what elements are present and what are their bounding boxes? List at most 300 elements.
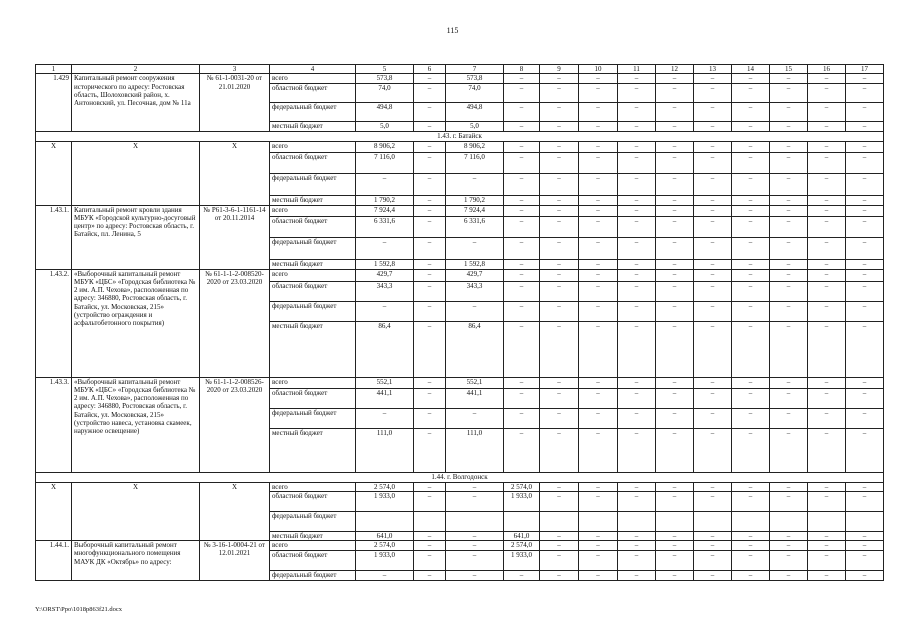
- amount-cell: –: [694, 173, 732, 195]
- amount-cell: 2 574,0: [356, 482, 414, 491]
- amount-cell: 552,1: [356, 377, 414, 388]
- amount-cell: –: [618, 205, 656, 216]
- amount-cell: –: [356, 237, 414, 259]
- amount-cell: –: [694, 388, 732, 408]
- amount-cell: –: [414, 269, 446, 281]
- amount-cell: –: [540, 84, 579, 103]
- amount-cell: –: [808, 195, 846, 205]
- amount-cell: –: [732, 237, 770, 259]
- amount-cell: –: [579, 301, 618, 321]
- amount-cell: –: [846, 269, 884, 281]
- funding-type: местный бюджет: [270, 321, 356, 377]
- amount-cell: –: [732, 74, 770, 84]
- amount-cell: –: [540, 205, 579, 216]
- amount-cell: –: [540, 377, 579, 388]
- amount-cell: –: [540, 216, 579, 237]
- funding-type: местный бюджет: [270, 122, 356, 131]
- amount-cell: –: [504, 103, 540, 122]
- amount-cell: –: [579, 388, 618, 408]
- amount-cell: –: [808, 74, 846, 84]
- amount-cell: 7 116,0: [356, 152, 414, 173]
- amount-cell: –: [808, 152, 846, 173]
- amount-cell: –: [504, 571, 540, 581]
- amount-cell: –: [446, 482, 504, 491]
- amount-cell: –: [846, 122, 884, 131]
- funding-type: областной бюджет: [270, 152, 356, 173]
- amount-cell: –: [656, 237, 694, 259]
- column-number: 9: [540, 65, 579, 74]
- amount-cell: –: [808, 531, 846, 540]
- amount-cell: 1 933,0: [504, 491, 540, 511]
- amount-cell: –: [446, 237, 504, 259]
- funding-type: местный бюджет: [270, 428, 356, 472]
- amount-cell: –: [770, 388, 808, 408]
- amount-cell: –: [694, 281, 732, 301]
- funding-type: федеральный бюджет: [270, 511, 356, 531]
- funding-type: всего: [270, 205, 356, 216]
- amount-cell: –: [504, 388, 540, 408]
- funding-type: федеральный бюджет: [270, 408, 356, 428]
- amount-cell: –: [656, 173, 694, 195]
- amount-cell: –: [540, 74, 579, 84]
- amount-cell: –: [540, 321, 579, 377]
- amount-cell: 441,1: [356, 388, 414, 408]
- amount-cell: –: [579, 122, 618, 131]
- amount-cell: –: [414, 428, 446, 472]
- amount-cell: –: [540, 551, 579, 571]
- amount-cell: –: [808, 408, 846, 428]
- amount-cell: –: [770, 237, 808, 259]
- table-row: [36, 377, 884, 388]
- amount-cell: –: [846, 531, 884, 540]
- amount-cell: –: [618, 152, 656, 173]
- amount-cell: –: [846, 74, 884, 84]
- amount-cell: –: [618, 428, 656, 472]
- amount-cell: 1 933,0: [356, 491, 414, 511]
- amount-cell: –: [770, 173, 808, 195]
- amount-cell: –: [579, 216, 618, 237]
- amount-cell: 441,1: [446, 388, 504, 408]
- amount-cell: –: [540, 531, 579, 540]
- footer-file-path: Y:\ORST\Ppo\1018p863f21.docx: [35, 606, 122, 613]
- funding-type: всего: [270, 377, 356, 388]
- amount-cell: –: [618, 259, 656, 269]
- amount-cell: 2 574,0: [356, 541, 414, 551]
- amount-cell: [694, 511, 732, 531]
- amount-cell: 86,4: [356, 321, 414, 377]
- amount-cell: –: [694, 377, 732, 388]
- funding-type: местный бюджет: [270, 195, 356, 205]
- row-number: 1.43.2.: [36, 269, 72, 377]
- amount-cell: –: [504, 377, 540, 388]
- row-number: 1.43.3.: [36, 377, 72, 472]
- funding-type: федеральный бюджет: [270, 571, 356, 581]
- amount-cell: –: [846, 281, 884, 301]
- amount-cell: –: [540, 491, 579, 511]
- amount-cell: [414, 511, 446, 531]
- amount-cell: –: [770, 74, 808, 84]
- column-number: 3: [200, 65, 270, 74]
- amount-cell: –: [694, 482, 732, 491]
- amount-cell: –: [846, 103, 884, 122]
- amount-cell: –: [846, 321, 884, 377]
- table-row: [36, 269, 884, 281]
- amount-cell: 1 790,2: [356, 195, 414, 205]
- column-number: 5: [356, 65, 414, 74]
- amount-cell: 641,0: [504, 531, 540, 540]
- row-number: 1.44.1.: [36, 541, 72, 581]
- funding-type: местный бюджет: [270, 531, 356, 540]
- amount-cell: –: [618, 377, 656, 388]
- amount-cell: –: [414, 301, 446, 321]
- amount-cell: –: [694, 74, 732, 84]
- funding-type: федеральный бюджет: [270, 301, 356, 321]
- amount-cell: –: [579, 531, 618, 540]
- section-title: 1.44. г. Волгодонск: [36, 472, 884, 482]
- amount-cell: 111,0: [446, 428, 504, 472]
- amount-cell: –: [446, 301, 504, 321]
- amount-cell: [446, 511, 504, 531]
- amount-cell: –: [504, 321, 540, 377]
- amount-cell: –: [732, 205, 770, 216]
- amount-cell: –: [579, 152, 618, 173]
- amount-cell: –: [694, 205, 732, 216]
- amount-cell: –: [732, 571, 770, 581]
- column-number: 13: [694, 65, 732, 74]
- column-number: 14: [732, 65, 770, 74]
- amount-cell: –: [808, 269, 846, 281]
- amount-cell: –: [540, 301, 579, 321]
- amount-cell: –: [414, 281, 446, 301]
- amount-cell: –: [656, 269, 694, 281]
- amount-cell: –: [808, 84, 846, 103]
- amount-cell: –: [770, 408, 808, 428]
- amount-cell: –: [579, 541, 618, 551]
- amount-cell: –: [579, 281, 618, 301]
- amount-cell: –: [540, 122, 579, 131]
- amount-cell: –: [579, 141, 618, 152]
- amount-cell: –: [846, 205, 884, 216]
- permit-document: Х: [200, 141, 270, 205]
- section-row: [36, 472, 884, 482]
- amount-cell: –: [414, 84, 446, 103]
- amount-cell: –: [618, 237, 656, 259]
- amount-cell: –: [414, 103, 446, 122]
- amount-cell: [356, 511, 414, 531]
- amount-cell: –: [808, 482, 846, 491]
- amount-cell: 74,0: [446, 84, 504, 103]
- amount-cell: –: [618, 551, 656, 571]
- amount-cell: [808, 511, 846, 531]
- amount-cell: –: [808, 571, 846, 581]
- amount-cell: 494,8: [356, 103, 414, 122]
- amount-cell: –: [504, 237, 540, 259]
- amount-cell: –: [656, 377, 694, 388]
- amount-cell: –: [656, 84, 694, 103]
- amount-cell: –: [846, 571, 884, 581]
- amount-cell: 2 574,0: [504, 541, 540, 551]
- amount-cell: –: [540, 269, 579, 281]
- amount-cell: –: [694, 259, 732, 269]
- amount-cell: –: [414, 173, 446, 195]
- column-number: 1: [36, 65, 72, 74]
- amount-cell: –: [618, 482, 656, 491]
- amount-cell: –: [579, 321, 618, 377]
- amount-cell: –: [732, 173, 770, 195]
- amount-cell: –: [656, 301, 694, 321]
- amount-cell: –: [656, 152, 694, 173]
- amount-cell: –: [694, 84, 732, 103]
- amount-cell: –: [846, 152, 884, 173]
- amount-cell: –: [618, 141, 656, 152]
- amount-cell: –: [540, 141, 579, 152]
- object-name: Капитальный ремонт кровли здания МБУК «Городской культурно-досуговый центр» по адресу: Ростовская область, г. Батайск, пл. Ленина, 5: [72, 205, 200, 269]
- amount-cell: –: [808, 551, 846, 571]
- funding-type: областной бюджет: [270, 281, 356, 301]
- amount-cell: –: [656, 541, 694, 551]
- amount-cell: –: [846, 428, 884, 472]
- amount-cell: –: [770, 269, 808, 281]
- amount-cell: 641,0: [356, 531, 414, 540]
- amount-cell: –: [808, 281, 846, 301]
- amount-cell: –: [732, 269, 770, 281]
- amount-cell: –: [694, 541, 732, 551]
- amount-cell: –: [618, 173, 656, 195]
- amount-cell: –: [579, 205, 618, 216]
- amount-cell: –: [656, 531, 694, 540]
- amount-cell: –: [808, 237, 846, 259]
- amount-cell: –: [579, 74, 618, 84]
- amount-cell: 6 331,6: [446, 216, 504, 237]
- funding-type: всего: [270, 74, 356, 84]
- amount-cell: 343,3: [356, 281, 414, 301]
- amount-cell: –: [414, 152, 446, 173]
- amount-cell: –: [732, 301, 770, 321]
- amount-cell: –: [446, 551, 504, 571]
- amount-cell: –: [618, 571, 656, 581]
- amount-cell: –: [414, 195, 446, 205]
- amount-cell: –: [846, 259, 884, 269]
- amount-cell: [732, 511, 770, 531]
- amount-cell: –: [808, 541, 846, 551]
- amount-cell: –: [504, 74, 540, 84]
- amount-cell: [579, 511, 618, 531]
- amount-cell: 573,8: [446, 74, 504, 84]
- amount-cell: –: [540, 195, 579, 205]
- amount-cell: –: [579, 173, 618, 195]
- amount-cell: –: [770, 321, 808, 377]
- amount-cell: –: [846, 195, 884, 205]
- funding-type: всего: [270, 269, 356, 281]
- amount-cell: 1 790,2: [446, 195, 504, 205]
- amount-cell: –: [414, 388, 446, 408]
- amount-cell: [846, 511, 884, 531]
- amount-cell: –: [770, 551, 808, 571]
- amount-cell: –: [540, 388, 579, 408]
- amount-cell: –: [694, 408, 732, 428]
- amount-cell: –: [770, 281, 808, 301]
- amount-cell: –: [446, 571, 504, 581]
- permit-document: № 61-1-1-2-008526-2020 от 23.03.2020: [200, 377, 270, 472]
- page-number: 115: [446, 26, 459, 35]
- funding-type: федеральный бюджет: [270, 103, 356, 122]
- amount-cell: –: [446, 491, 504, 511]
- object-name: Выборочный капитальный ремонт многофункционального помещения МАУК ДК «Октябрь» по адресу:: [72, 541, 200, 581]
- amount-cell: –: [414, 259, 446, 269]
- amount-cell: –: [540, 571, 579, 581]
- amount-cell: –: [579, 377, 618, 388]
- amount-cell: –: [618, 531, 656, 540]
- amount-cell: –: [732, 408, 770, 428]
- column-number: 17: [846, 65, 884, 74]
- funding-type: местный бюджет: [270, 259, 356, 269]
- amount-cell: –: [618, 74, 656, 84]
- amount-cell: –: [618, 281, 656, 301]
- amount-cell: –: [732, 216, 770, 237]
- amount-cell: –: [732, 84, 770, 103]
- amount-cell: –: [656, 216, 694, 237]
- amount-cell: –: [770, 152, 808, 173]
- table-row: [36, 205, 884, 216]
- column-number-row: [36, 65, 884, 74]
- amount-cell: –: [846, 237, 884, 259]
- table-row: [36, 541, 884, 551]
- amount-cell: –: [656, 259, 694, 269]
- amount-cell: –: [808, 428, 846, 472]
- amount-cell: –: [694, 122, 732, 131]
- amount-cell: –: [770, 205, 808, 216]
- amount-cell: –: [356, 408, 414, 428]
- amount-cell: –: [808, 301, 846, 321]
- amount-cell: –: [504, 269, 540, 281]
- amount-cell: –: [808, 205, 846, 216]
- amount-cell: –: [694, 141, 732, 152]
- row-number: Х: [36, 141, 72, 205]
- amount-cell: –: [414, 541, 446, 551]
- amount-cell: –: [732, 541, 770, 551]
- amount-cell: 8 906,2: [446, 141, 504, 152]
- amount-cell: –: [732, 195, 770, 205]
- amount-cell: –: [846, 84, 884, 103]
- amount-cell: –: [808, 377, 846, 388]
- amount-cell: –: [504, 84, 540, 103]
- amount-cell: –: [770, 531, 808, 540]
- amount-cell: 74,0: [356, 84, 414, 103]
- funding-type: областной бюджет: [270, 84, 356, 103]
- amount-cell: –: [846, 301, 884, 321]
- amount-cell: –: [770, 103, 808, 122]
- amount-cell: –: [414, 531, 446, 540]
- amount-cell: –: [732, 321, 770, 377]
- amount-cell: –: [618, 195, 656, 205]
- amount-cell: –: [808, 491, 846, 511]
- amount-cell: –: [504, 173, 540, 195]
- row-number: 1.43.1.: [36, 205, 72, 269]
- amount-cell: –: [414, 482, 446, 491]
- amount-cell: –: [618, 216, 656, 237]
- amount-cell: –: [694, 216, 732, 237]
- amount-cell: –: [770, 491, 808, 511]
- table-row: [36, 74, 884, 84]
- amount-cell: –: [579, 237, 618, 259]
- amount-cell: –: [770, 571, 808, 581]
- budget-table: [35, 64, 884, 581]
- amount-cell: [540, 511, 579, 531]
- amount-cell: –: [540, 259, 579, 269]
- amount-cell: –: [694, 237, 732, 259]
- amount-cell: –: [504, 408, 540, 428]
- amount-cell: –: [732, 428, 770, 472]
- amount-cell: –: [808, 173, 846, 195]
- object-name: Капитальный ремонт сооружения исторического по адресу: Ростовская область, Шолоховский район, х. Антоновский, ул. Песочная, дом № 11а: [72, 74, 200, 131]
- object-name: «Выборочный капитальный ремонт МБУК «ЦБС» «Городская библиотека № 2 им. А.П. Чехова», расположенная по адресу: 346880, Ростовская область, г. Батайск, ул. Московская, 215» (устройство ограждения и асфальтобетонного покрытия): [72, 269, 200, 377]
- amount-cell: –: [694, 301, 732, 321]
- amount-cell: 6 331,6: [356, 216, 414, 237]
- amount-cell: –: [618, 103, 656, 122]
- amount-cell: [770, 511, 808, 531]
- amount-cell: –: [579, 408, 618, 428]
- amount-cell: –: [504, 152, 540, 173]
- amount-cell: –: [694, 551, 732, 571]
- amount-cell: –: [732, 122, 770, 131]
- amount-cell: –: [770, 195, 808, 205]
- amount-cell: –: [414, 205, 446, 216]
- funding-type: областной бюджет: [270, 388, 356, 408]
- amount-cell: –: [618, 269, 656, 281]
- amount-cell: –: [414, 141, 446, 152]
- amount-cell: –: [846, 216, 884, 237]
- amount-cell: 86,4: [446, 321, 504, 377]
- amount-cell: –: [540, 541, 579, 551]
- amount-cell: 343,3: [446, 281, 504, 301]
- amount-cell: 552,1: [446, 377, 504, 388]
- table-row: [36, 141, 884, 152]
- amount-cell: –: [808, 259, 846, 269]
- amount-cell: 7 924,4: [356, 205, 414, 216]
- amount-cell: –: [446, 541, 504, 551]
- amount-cell: –: [579, 491, 618, 511]
- amount-cell: –: [414, 491, 446, 511]
- amount-cell: –: [694, 531, 732, 540]
- permit-document: № 3-16-1-0004-21 от 12.01.2021: [200, 541, 270, 581]
- amount-cell: –: [808, 141, 846, 152]
- amount-cell: –: [618, 388, 656, 408]
- permit-document: № 61-1-0031-20 от 21.01.2020: [200, 74, 270, 131]
- amount-cell: –: [618, 408, 656, 428]
- amount-cell: 7 924,4: [446, 205, 504, 216]
- amount-cell: 429,7: [356, 269, 414, 281]
- amount-cell: –: [504, 281, 540, 301]
- amount-cell: –: [446, 173, 504, 195]
- amount-cell: –: [356, 173, 414, 195]
- amount-cell: –: [540, 152, 579, 173]
- amount-cell: –: [694, 321, 732, 377]
- amount-cell: –: [656, 195, 694, 205]
- amount-cell: –: [808, 388, 846, 408]
- amount-cell: 2 574,0: [504, 482, 540, 491]
- amount-cell: –: [504, 428, 540, 472]
- funding-type: всего: [270, 141, 356, 152]
- amount-cell: –: [579, 195, 618, 205]
- amount-cell: –: [770, 216, 808, 237]
- amount-cell: –: [808, 216, 846, 237]
- amount-cell: –: [732, 281, 770, 301]
- amount-cell: –: [504, 205, 540, 216]
- column-number: 7: [446, 65, 504, 74]
- amount-cell: –: [618, 122, 656, 131]
- funding-type: всего: [270, 541, 356, 551]
- amount-cell: 1 933,0: [504, 551, 540, 571]
